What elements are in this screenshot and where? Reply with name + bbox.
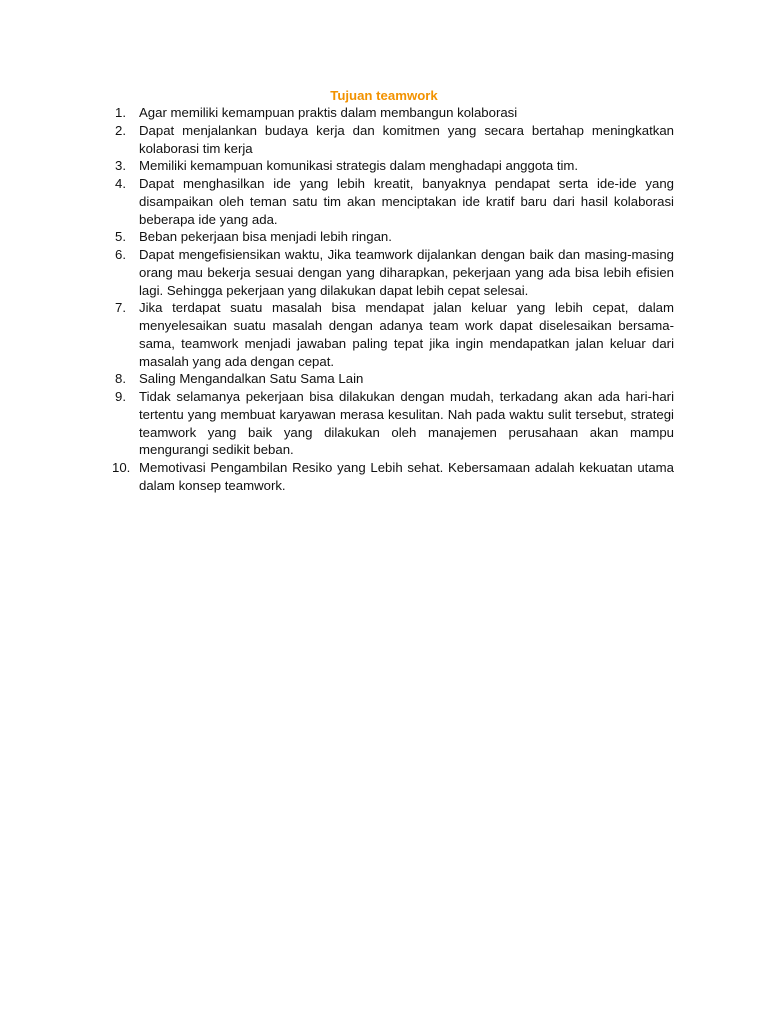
list-item xyxy=(112,388,674,459)
list-item xyxy=(112,122,674,158)
list-item-text: Memotivasi Pengambilan Resiko yang Lebih sehat. Kebersamaan adalah kekuatan utama dalam konsep teamwork. xyxy=(139,460,674,493)
list-item-text: Dapat menghasilkan ide yang lebih kreatit, banyaknya pendapat serta ide-ide yang disampaikan oleh teman satu tim akan menciptakan ide kratif baru dari hasil kolaborasi beberapa ide yang ada. xyxy=(139,176,674,227)
list-item xyxy=(112,246,674,299)
list-item-number: 4. xyxy=(115,176,126,191)
list-item xyxy=(112,104,674,122)
list-item-number: 2. xyxy=(115,122,126,138)
numbered-list xyxy=(112,104,674,495)
list-item-number: 7. xyxy=(115,300,126,316)
list-item-text: Jika terdapat suatu masalah bisa mendapat jalan keluar yang lebih cepat, dalam menyelesaikan suatu masalah dengan adanya team work dapat diselesaikan bersama-sama, teamwork menjadi jawaban paling tepat jika ingin mendapatkan jalan keluar dari masalah yang ada dengan cepat. xyxy=(139,300,674,369)
list-item xyxy=(112,370,674,388)
list-item-number: 1. xyxy=(115,105,126,120)
list-item-text: Dapat menjalankan budaya kerja dan komitmen yang secara bertahap meningkatkan kolaborasi tim kerja xyxy=(139,122,674,156)
list-item-text: Tidak selamanya pekerjaan bisa dilakukan dengan mudah, terkadang akan ada hari-hari tertentu yang membuat karyawan merasa kesulitan. Nah pada waktu sulit tersebut, strategi teamwork yang baik yang dilakukan oleh manajemen perusahaan akan mampu mengurangi sedikit beban. xyxy=(139,389,674,458)
list-item-number: 8. xyxy=(115,371,126,387)
list-item-number: 10. xyxy=(112,460,131,475)
list-item-text: Dapat mengefisiensikan waktu, Jika teamwork dijalankan dengan baik dan masing-masing orang mau bekerja sesuai dengan yang diharapkan, pekerjaan yang ada bisa lebih efisien lagi. Sehingga pekerjaan yang dilakukan dapat lebih cepat selesai. xyxy=(139,247,674,298)
document-title: Tujuan teamwork xyxy=(330,88,438,103)
list-item xyxy=(112,228,674,246)
list-item-number: 6. xyxy=(115,247,126,262)
list-item-text: Memiliki kemampuan komunikasi strategis dalam menghadapi anggota tim. xyxy=(139,158,579,174)
list-item-text: Agar memiliki kemampuan praktis dalam membangun kolaborasi xyxy=(139,105,518,120)
list-item xyxy=(112,157,674,175)
list-item-number: 9. xyxy=(115,389,126,404)
list-item xyxy=(112,459,674,495)
list-item-text: Saling Mengandalkan Satu Sama Lain xyxy=(139,371,364,387)
list-item xyxy=(112,299,674,370)
list-item xyxy=(112,175,674,228)
list-item-text: Beban pekerjaan bisa menjadi lebih ringan. xyxy=(139,229,392,245)
list-item-number: 3. xyxy=(115,158,126,174)
list-item-number: 5. xyxy=(115,229,126,245)
